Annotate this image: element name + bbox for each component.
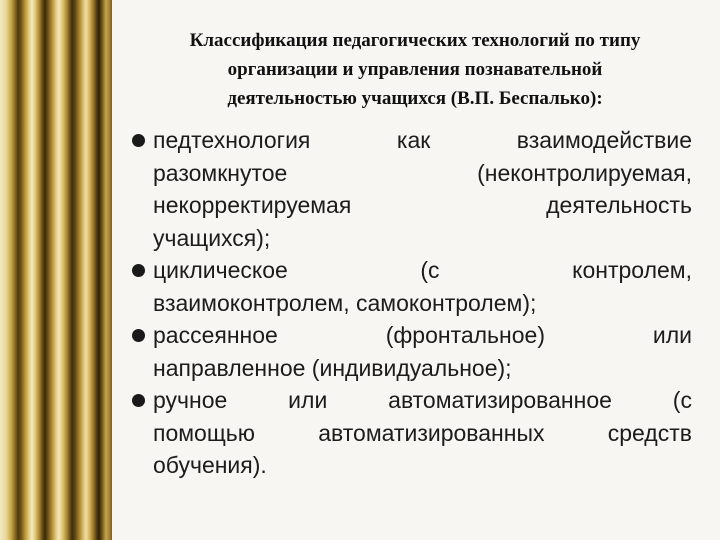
- word: некорректируемая: [153, 192, 352, 218]
- item-line: [153, 287, 692, 320]
- word: разомкнутое: [153, 159, 288, 186]
- word: (с: [672, 387, 692, 413]
- word: рассеянное: [153, 322, 278, 348]
- word: циклическое: [153, 257, 288, 283]
- list-item: [132, 124, 692, 254]
- word: автоматизированное: [388, 387, 612, 413]
- word: (неконтролируемая,: [477, 159, 692, 186]
- item-line: [153, 189, 692, 222]
- bullet-list: [132, 124, 692, 482]
- word: средств: [607, 419, 692, 446]
- item-line: [153, 124, 692, 157]
- item-line: [153, 254, 692, 287]
- word: обучения).: [153, 452, 267, 478]
- word: взаимодействие: [516, 127, 692, 153]
- word: или: [288, 387, 328, 413]
- word: контролем,: [572, 257, 692, 283]
- item-line: [153, 319, 692, 352]
- bullet-icon: [132, 134, 145, 147]
- slide-title-line: деятельностью учащихся (В.П. Беспалько):: [227, 88, 603, 109]
- item-line: [153, 449, 692, 482]
- word: деятельность: [546, 192, 692, 218]
- word: (с: [420, 257, 440, 283]
- word: педтехнология: [153, 127, 311, 153]
- word: (фронтальное): [385, 322, 545, 348]
- list-item: [132, 319, 692, 384]
- word: направленное (индивидуальное);: [153, 354, 512, 381]
- item-line: [153, 222, 692, 255]
- item-line: [153, 352, 692, 385]
- slide-title-line: Классификация педагогических технологий по типу: [189, 30, 641, 51]
- slide-title: [125, 26, 705, 113]
- decorative-gold-border: [0, 0, 112, 540]
- item-line: [153, 157, 692, 190]
- word: автоматизированных: [318, 419, 545, 446]
- word: или: [652, 322, 692, 348]
- bullet-icon: [132, 394, 145, 407]
- item-line: [153, 417, 692, 450]
- word: помощью: [153, 419, 256, 446]
- item-line: [153, 384, 692, 417]
- word: учащихся);: [153, 224, 271, 251]
- word: как: [396, 127, 431, 153]
- word: ручное: [153, 387, 228, 413]
- list-item: [132, 254, 692, 319]
- list-item: [132, 384, 692, 482]
- bullet-icon: [132, 329, 145, 342]
- slide-title-line: организации и управления познавательной: [227, 59, 603, 80]
- word: взаимоконтролем, самоконтролем);: [153, 289, 537, 316]
- bullet-icon: [132, 264, 145, 277]
